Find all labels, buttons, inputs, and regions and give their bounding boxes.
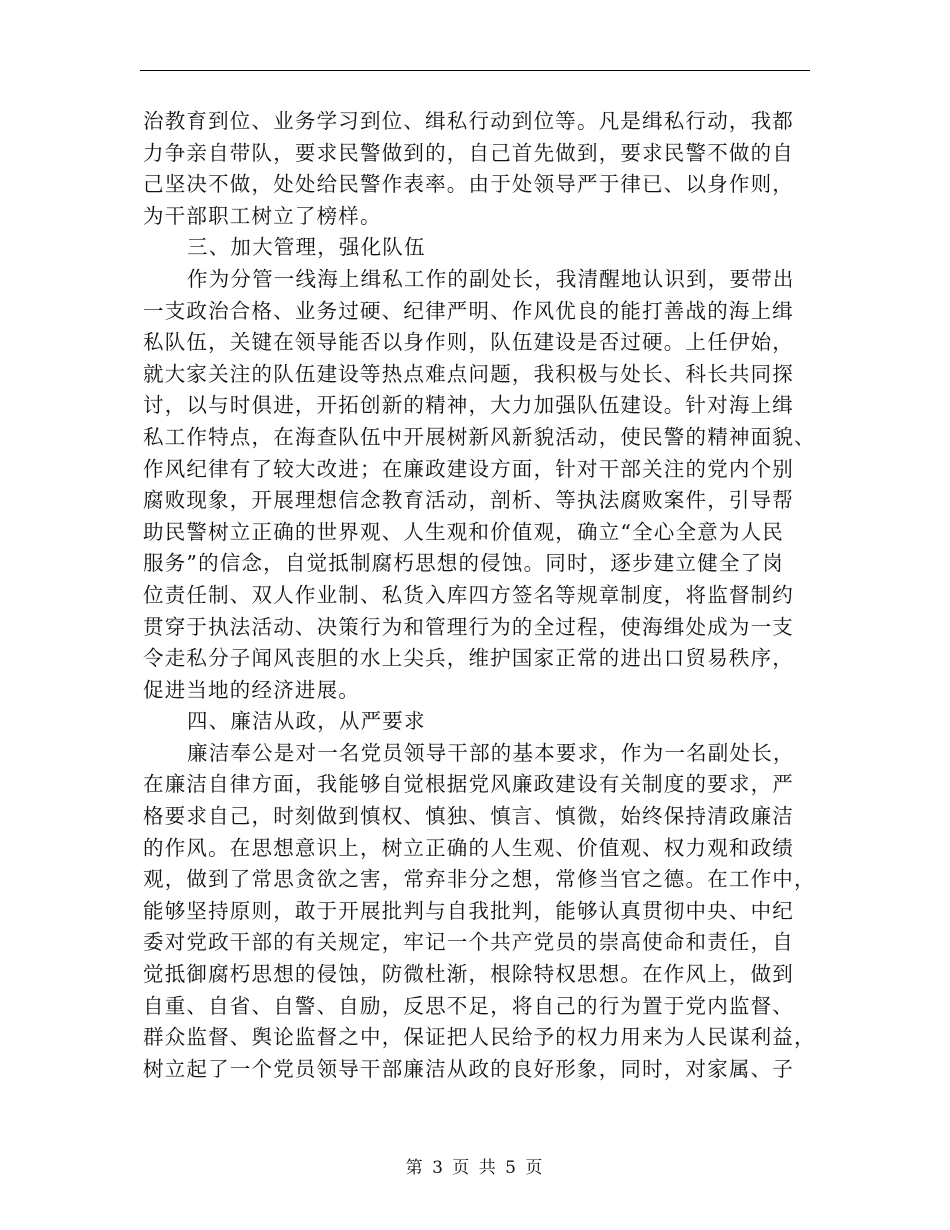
text-line: 为干部职工树立了榜样。 — [143, 203, 382, 228]
section-heading: 三、加大管理，强化队伍 — [187, 235, 426, 260]
footer-middle: 页 共 — [452, 1158, 498, 1178]
footer-suffix: 页 — [525, 1158, 545, 1178]
text-line: 群众监督、舆论监督之中，保证把人民给予的权力用来为人民谋利益， — [143, 1025, 816, 1050]
text-line: 委对党政干部的有关规定，牢记一个共产党员的崇高使命和责任，自 — [143, 930, 794, 955]
body-text — [143, 106, 816, 1085]
section-heading: 四、廉洁从政，从严要求 — [187, 709, 426, 734]
text-line: 力争亲自带队，要求民警做到的，自己首先做到，要求民警不做的自 — [143, 140, 794, 165]
text-line: 治教育到位、业务学习到位、缉私行动到位等。凡是缉私行动，我都 — [143, 109, 794, 133]
header-rule — [140, 70, 810, 71]
paragraph-start: 廉洁奉公是对一名党员领导干部的基本要求，作为一名副处长， — [187, 740, 795, 765]
text-line: 己坚决不做，处处给民警作表率。由于处领导严于律已、以身作则， — [143, 172, 794, 197]
text-line: 贯穿于执法活动、决策行为和管理行为的全过程，使海缉处成为一支 — [143, 614, 794, 639]
text-line: 就大家关注的队伍建设等热点难点问题，我积极与处长、科长共同探 — [143, 361, 794, 386]
total-pages-number: 5 — [505, 1158, 518, 1178]
text-line: 自重、自省、自警、自励，反思不足，将自己的行为置于党内监督、 — [143, 993, 794, 1018]
text-line: 腐败现象，开展理想信念教育活动，剖析、等执法腐败案件，引导帮 — [143, 488, 794, 513]
text-line: 一支政治合格、业务过硬、纪律严明、作风优良的能打善战的海上缉 — [143, 298, 794, 323]
text-line: 令走私分子闻风丧胆的水上尖兵，维护国家正常的进出口贸易秩序， — [143, 646, 794, 671]
text-line: 讨，以与时俱进，开拓创新的精神，大力加强队伍建设。针对海上缉 — [143, 393, 794, 418]
text-line: 觉抵御腐朽思想的侵蚀，防微杜渐，根除特权思想。在作风上，做到 — [143, 962, 794, 987]
text-line: 格要求自己，时刻做到慎权、慎独、慎言、慎微，始终保持清政廉洁 — [143, 804, 794, 829]
text-line: 在廉洁自律方面，我能够自觉根据党风廉政建设有关制度的要求，严 — [143, 772, 794, 797]
text-line: 促进当地的经济进展。 — [143, 677, 360, 702]
paragraph-start: 作为分管一线海上缉私工作的副处长，我清醒地认识到，要带出 — [187, 266, 795, 291]
text-line: 的作风。在思想意识上，树立正确的人生观、价值观、权力观和政绩 — [143, 835, 794, 860]
text-line: 位责任制、双人作业制、私货入库四方签名等规章制度，将监督制约 — [143, 582, 794, 607]
text-line: 能够坚持原则，敢于开展批判与自我批判，能够认真贯彻中央、中纪 — [143, 898, 794, 923]
text-line: 服务”的信念，自觉抵制腐朽思想的侵蚀。同时，逐步建立健全了岗 — [143, 551, 784, 576]
text-line: 助民警树立正确的世界观、人生观和价值观，确立“全心全意为人民 — [143, 519, 784, 544]
text-line: 树立起了一个党员领导干部廉洁从政的良好形象，同时，对家属、子 — [143, 1056, 794, 1081]
page-footer — [0, 1153, 950, 1178]
current-page-number: 3 — [432, 1158, 445, 1178]
text-line: 观，做到了常思贪欲之害，常弃非分之想，常修当官之德。在工作中， — [143, 867, 816, 892]
text-line: 私工作特点，在海查队伍中开展树新风新貌活动，使民警的精神面貌、 — [143, 424, 816, 449]
text-line: 作风纪律有了较大改进；在廉政建设方面，针对干部关注的党内个别 — [143, 456, 794, 481]
text-line: 私队伍，关键在领导能否以身作则，队伍建设是否过硬。上任伊始， — [143, 330, 794, 355]
footer-prefix: 第 — [405, 1158, 425, 1178]
